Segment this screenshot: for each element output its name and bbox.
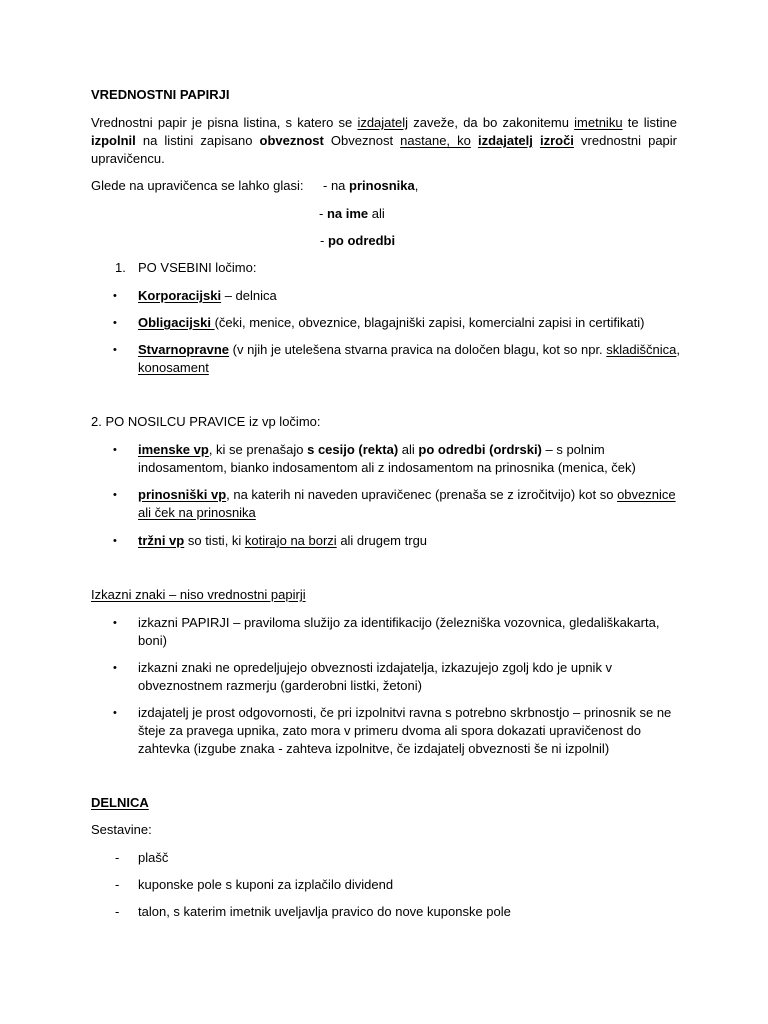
delnica-label: Sestavine: [91, 822, 152, 837]
dash-marker: - [115, 877, 120, 892]
izkazni-item-2-line-2: obveznostnem razmerju (garderobni listki, žetoni) [138, 678, 422, 693]
glasi-option-na-ime: - na ime ali [319, 206, 385, 221]
vsebina-item-obligacijski: Obligacijski (čeki, menice, obveznice, blagajniški zapisi, komercialni zapisi in certifikati) [138, 315, 645, 330]
bullet-icon: • [113, 290, 117, 302]
bullet-icon: • [113, 444, 117, 456]
bullet-icon: • [113, 317, 117, 329]
izkazni-item-3-line-3: zahtevka (izgube znaka - zahteva izpolnitve, če izdajatelj obveznosti še ni izpolnil) [138, 741, 610, 756]
nosilec-heading: 2. PO NOSILCU PRAVICE iz vp ločimo: [91, 414, 321, 429]
delnica-item-plasc: plašč [138, 850, 169, 865]
intro-line-3: upravičencu. [91, 151, 165, 166]
vsebina-heading: PO VSEBINI ločimo: [138, 260, 257, 275]
vsebina-heading-number: 1. [115, 260, 126, 275]
nosilec-item-prinosniski-line-2: ali ček na prinosnika [138, 505, 256, 520]
bullet-icon: • [113, 662, 117, 674]
page-title: VREDNOSTNI PAPIRJI [91, 87, 230, 102]
bullet-icon: • [113, 617, 117, 629]
nosilec-item-imenske: imenske vp, ki se prenašajo s cesijo (rekta) ali po odredbi (ordrski) – s polnim [138, 442, 605, 457]
nosilec-item-prinosniski: prinosniški vp, na katerih ni naveden upravičenec (prenaša se z izročitvijo) kot so obveznice [138, 487, 676, 502]
glasi-option-po-odredbi: - po odredbi [320, 233, 396, 248]
intro-line-2: izpolnil na listini zapisano obveznost Obveznost nastane, ko izdajatelj izroči vrednostni papir [91, 133, 677, 148]
vsebina-item-korporacijski: Korporacijski – delnica [138, 288, 277, 303]
dash-marker: - [115, 904, 120, 919]
izkazni-item-3-line-1: izdajatelj je prost odgovornosti, če pri izpolnitvi ravna s potrebno skrbnostjo – prinosnik se ne [138, 705, 672, 720]
nosilec-item-imenske-line-2: indosamentom, bianko indosamentom ali z indosamentom na prinosnika (menica, ček) [138, 460, 636, 475]
bullet-icon: • [113, 535, 117, 547]
intro-line-1: Vrednostni papir je pisna listina, s katero se izdajatelj zaveže, da bo zakonitemu imetniku te listine [91, 115, 678, 130]
delnica-item-kuponske-pole: kuponske pole s kuponi za izplačilo dividend [138, 877, 394, 892]
delnica-item-talon: talon, s katerim imetnik uveljavlja pravico do nove kuponske pole [138, 904, 511, 919]
izkazni-heading: Izkazni znaki – niso vrednostni papirji [91, 587, 306, 602]
nosilec-item-trzni: tržni vp so tisti, ki kotirajo na borzi ali drugem trgu [138, 533, 428, 548]
glasi-option-prinosnika: - na prinosnika, [323, 178, 419, 193]
izkazni-item-3-line-2: šteje za pravega upnika, zato mora v primeru dvoma ali spora dokazati upravičenost do [138, 723, 641, 738]
dash-marker: - [115, 850, 120, 865]
bullet-icon: • [113, 489, 117, 501]
izkazni-item-2-line-1: izkazni znaki ne opredeljujejo obveznosti izdajatelja, izkazujejo zgolj kdo je upnik v [138, 660, 613, 675]
bullet-icon: • [113, 707, 117, 719]
izkazni-item-1-line-2: boni) [138, 633, 167, 648]
delnica-heading: DELNICA [91, 795, 149, 810]
glasi-label: Glede na upravičenca se lahko glasi: [91, 178, 304, 193]
vsebina-item-stvarnopravne: Stvarnopravne (v njih je utelešena stvarna pravica na določen blagu, kot so npr. skladiščnica, [138, 342, 680, 357]
bullet-icon: • [113, 344, 117, 356]
izkazni-item-1-line-1: izkazni PAPIRJI – praviloma služijo za identifikacijo (železniška vozovnica, gledališkakarta, [138, 615, 660, 630]
vsebina-item-stvarnopravne-line-2: konosament [138, 360, 209, 375]
